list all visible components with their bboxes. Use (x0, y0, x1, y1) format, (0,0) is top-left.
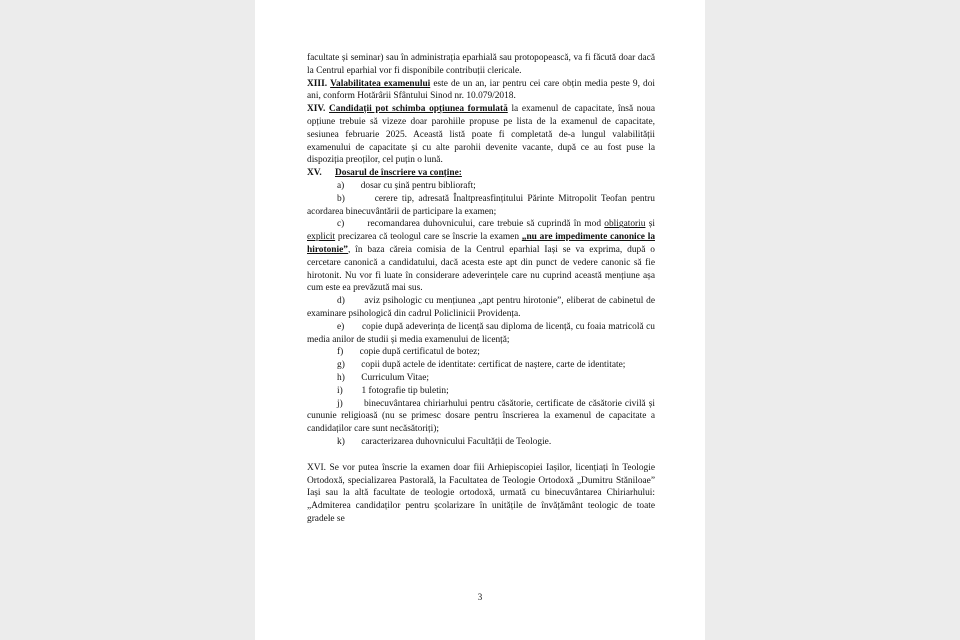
section-xiv-label: XIV. (307, 104, 326, 115)
list-item-c: c) recomandarea duhovnicului, care trebuie să cuprindă în mod obligatoriu și explicit precizarea că teologul care se înscrie la examen „nu are impedimente canonice la hirotonie”, în baza căreia comisia de la Centrul eparhial Iași se va exprima, după o cercetare canonică a candidatului, dacă acesta este apt din punct de vedere canonic să fie hirotonit. Nu vor fi luate în considerare adeverințele care nu cuprind această mențiune așa cum este ea prevăzută mai sus. (307, 219, 656, 294)
list-item-h: h) Curriculum Vitae; (337, 372, 429, 383)
section-xiv (307, 103, 655, 167)
emphasis-explicit: explicit (307, 232, 336, 243)
list-item-d: d) aviz psihologic cu mențiunea „apt pentru hirotonie”, eliberat de cabinetul de examinare psihologică din cadrul Policlinicii Providența. (307, 296, 656, 319)
emphasis-obligatoriu: obligatoriu (604, 219, 646, 230)
list-item-i: i) 1 fotografie tip buletin; (337, 385, 449, 396)
document-page (255, 0, 705, 640)
list-item-f: f) copie după certificatul de botez; (337, 347, 480, 358)
page-number: 3 (477, 592, 483, 602)
list-item-g: g) copii după actele de identitate: certificat de naștere, carte de identitate; (337, 360, 626, 371)
section-xiii (307, 78, 655, 104)
section-xv-heading (307, 167, 655, 180)
document-body (307, 52, 655, 526)
section-xv-label: XV. (307, 168, 322, 179)
list-item-k: k) caracterizarea duhovnicului Facultății de Teologie. (337, 436, 552, 447)
section-xiv-text: la examenul de capacitate, însă noua opțiune trebuie să vizeze doar parohiile propuse pe lista de la examenul de capacitate, sesiunea februarie 2025. Această listă poate fi completată de-a lungul valabilității examenului de capacitate și cu alte parohii devenite vacante, după ce au fost puse la dispoziția preoților, cel puțin o lună. (307, 104, 655, 166)
section-xiv-title: Candidații pot schimba opțiunea formulată (329, 104, 508, 115)
section-xiii-label: XIII. (307, 78, 328, 89)
section-xiii-text: este de un an, iar pentru cei care obțin media peste 9, doi ani, conform Hotărârii Sfântului Sinod nr. 10.079/2018. (307, 78, 655, 102)
section-xvi: XVI. Se vor putea înscrie la examen doar fiii Arhiepiscopiei Iașilor, licențiați în Teologie Ortodoxă, specializarea Pastorală, la Facultatea de Teologie Ortodoxă „Dumitru Stăniloae” Iași sau la altă facultate de teologie ortodoxă, urmată cu binecuvântarea Chiriarhului: „Admiterea candidaților pentru școlarizare în unitățile de învățământ teologic de toate gradele se (307, 462, 655, 524)
paragraph-gap (307, 449, 655, 462)
emphasis-no-impediments: „nu are impedimente canonice la hirotonie” (307, 232, 656, 255)
list-item-a: a) dosar cu șină pentru biblioraft; (337, 180, 476, 191)
list-item-j: j) binecuvântarea chiriarhului pentru căsătorie, certificate de căsătorie civilă și cununie religioasă (nu se primesc dosare pentru înscrierea la examenul de capacitate a candidaților care sunt necăsătoriți); (307, 398, 656, 435)
list-item-b: b) cerere tip, adresată Înaltpreasfințitului Părinte Mitropolit Teofan pentru acordarea binecuvântării de participare la examen; (307, 193, 655, 217)
section-xv-title: Dosarul de înscriere va conține: (335, 168, 462, 179)
section-xiii-title: Valabilitatea examenului (330, 78, 431, 89)
list-item-e: e) copie după adeverința de licență sau diploma de licență, cu foaia matricolă cu media anilor de studii și media examenului de licență; (307, 321, 655, 345)
paragraph-continued: facultate și seminar) sau în administrația eparhială sau protopopească, va fi făcută doar dacă la Centrul eparhial vor fi disponibile contribuții clericale. (307, 53, 655, 76)
